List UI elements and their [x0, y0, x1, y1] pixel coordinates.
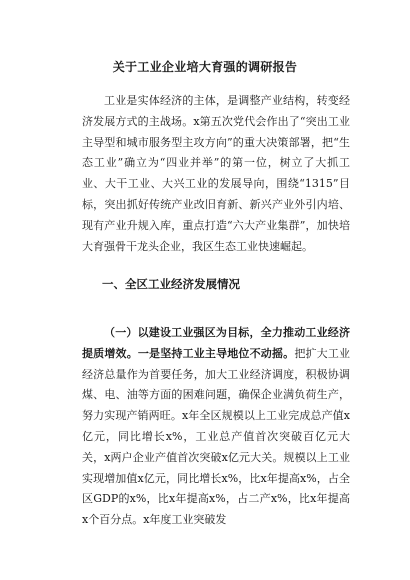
subsection-paragraph — [82, 323, 350, 531]
intro-paragraph: 工业是实体经济的主体，是调整产业结构，转变经济发展方式的主战场。x第五次党代会作出了“突出工业主导型和城市服务型主攻方向”的重大决策部署，把“生态工业”确立为“四业并举”的第一位，树立了大抓工业、大干工业、大兴工业的发展导向，围绕“1315”目标，突出抓好传统产业改旧育新、新兴产业外引内培、现有产业升规入库，重点打造“六大产业集群”，加快培大育强骨干龙头企业，我区生态工业快速崛起。 — [82, 94, 350, 253]
section-heading: 一、全区工业经济发展情况 — [102, 277, 240, 291]
subsection-bold-lead: （一）以建设工业强区为目标，全力推动工业经济提质增效。一是坚持工业主导地位不动摇。 — [82, 326, 350, 360]
document-title: 关于工业企业培大育强的调研报告 — [112, 60, 298, 74]
subsection-body-text: 把扩大工业经济总量作为首要任务，加大工业经济调度，积极协调煤、电、油等方面的困难问题，确保企业满负荷生产，努力实现产销两旺。x年全区规模以上工业完成总产值x亿元，同比增长x%，工业总产值首次突破百亿元大关，x两户企业产值首次突破x亿元大关。规模以上工业实现增加值x亿元，同比增长x%，比x年提高x%，占全区GDP的x%，比x年提高x%，占二产x%，比x年提高x个百分点。x年度工业突破发 — [82, 346, 351, 527]
